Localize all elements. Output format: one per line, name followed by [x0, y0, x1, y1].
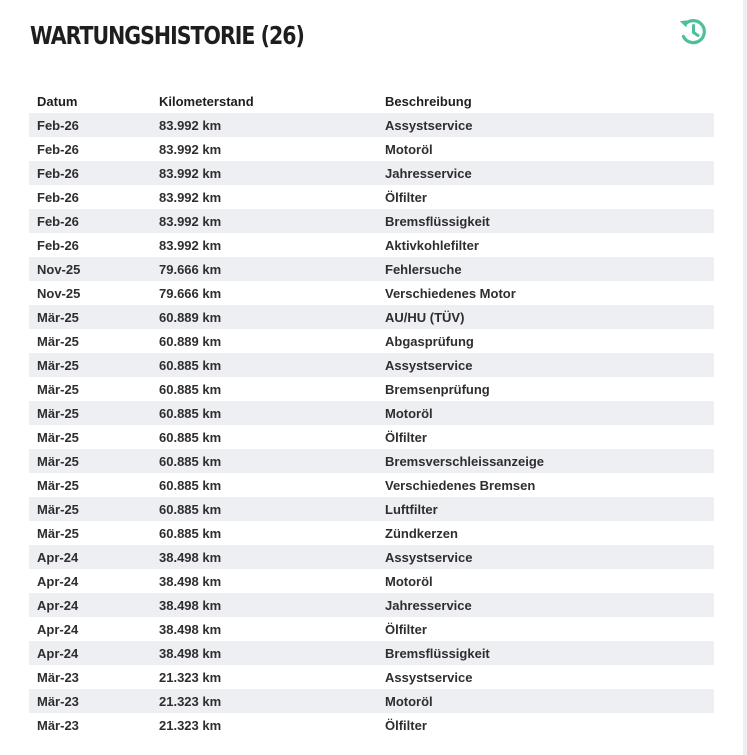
table-row [29, 209, 714, 233]
table-row [29, 569, 714, 593]
cell-description: Assystservice [377, 545, 714, 569]
cell-mileage: 79.666 km [151, 257, 377, 281]
cell-description: Aktivkohlefilter [377, 233, 714, 257]
cell-date: Apr-24 [29, 593, 151, 617]
maintenance-history-table [29, 89, 714, 737]
table-body [29, 113, 714, 737]
cell-date: Mär-25 [29, 449, 151, 473]
table-row [29, 233, 714, 257]
scrollbar-edge [743, 0, 747, 755]
cell-date: Mär-25 [29, 425, 151, 449]
cell-date: Mär-25 [29, 473, 151, 497]
cell-mileage: 83.992 km [151, 233, 377, 257]
cell-mileage: 60.885 km [151, 353, 377, 377]
cell-mileage: 38.498 km [151, 569, 377, 593]
cell-mileage: 60.885 km [151, 497, 377, 521]
cell-mileage: 38.498 km [151, 545, 377, 569]
cell-mileage: 60.885 km [151, 521, 377, 545]
cell-description: Verschiedenes Motor [377, 281, 714, 305]
table-row [29, 353, 714, 377]
cell-mileage: 60.889 km [151, 329, 377, 353]
cell-mileage: 79.666 km [151, 281, 377, 305]
cell-description: Assystservice [377, 113, 714, 137]
cell-date: Feb-26 [29, 137, 151, 161]
cell-description: Assystservice [377, 353, 714, 377]
table-row [29, 257, 714, 281]
cell-date: Mär-25 [29, 353, 151, 377]
cell-mileage: 60.885 km [151, 401, 377, 425]
cell-mileage: 60.889 km [151, 305, 377, 329]
cell-date: Feb-26 [29, 113, 151, 137]
cell-mileage: 60.885 km [151, 449, 377, 473]
table-row [29, 641, 714, 665]
table-header-row [29, 89, 714, 113]
table-row [29, 185, 714, 209]
cell-mileage: 83.992 km [151, 161, 377, 185]
cell-date: Mär-25 [29, 497, 151, 521]
table-row [29, 305, 714, 329]
table-row [29, 665, 714, 689]
table-row [29, 401, 714, 425]
cell-date: Apr-24 [29, 569, 151, 593]
cell-mileage: 83.992 km [151, 137, 377, 161]
table-row [29, 113, 714, 137]
table-row [29, 329, 714, 353]
column-header-kilometerstand: Kilometerstand [159, 93, 254, 109]
cell-date: Apr-24 [29, 545, 151, 569]
cell-description: Ölfilter [377, 617, 714, 641]
cell-description: Bremsenprüfung [377, 377, 714, 401]
cell-description: Assystservice [377, 665, 714, 689]
table-row [29, 689, 714, 713]
table-row [29, 281, 714, 305]
page-title: WARTUNGSHISTORIE (26) [30, 21, 304, 50]
cell-mileage: 38.498 km [151, 641, 377, 665]
table-row [29, 593, 714, 617]
cell-mileage: 83.992 km [151, 185, 377, 209]
cell-date: Mär-25 [29, 401, 151, 425]
cell-mileage: 38.498 km [151, 617, 377, 641]
table-row [29, 161, 714, 185]
history-icon[interactable] [676, 14, 710, 48]
cell-mileage: 83.992 km [151, 209, 377, 233]
table-row [29, 377, 714, 401]
table-row [29, 617, 714, 641]
cell-mileage: 60.885 km [151, 425, 377, 449]
cell-description: Ölfilter [377, 185, 714, 209]
cell-description: Motoröl [377, 689, 714, 713]
table-row [29, 473, 714, 497]
column-header-datum: Datum [37, 93, 78, 109]
table-row [29, 713, 714, 737]
table-row [29, 545, 714, 569]
cell-date: Mär-25 [29, 305, 151, 329]
cell-description: Motoröl [377, 137, 714, 161]
table-row [29, 137, 714, 161]
table-row [29, 425, 714, 449]
column-header-beschreibung: Beschreibung [385, 93, 472, 109]
cell-description: Bremsflüssigkeit [377, 641, 714, 665]
cell-date: Feb-26 [29, 185, 151, 209]
table-row [29, 497, 714, 521]
cell-description: Abgasprüfung [377, 329, 714, 353]
table-row [29, 521, 714, 545]
cell-date: Mär-25 [29, 377, 151, 401]
cell-mileage: 60.885 km [151, 473, 377, 497]
cell-description: Jahresservice [377, 593, 714, 617]
cell-mileage: 38.498 km [151, 593, 377, 617]
cell-description: Ölfilter [377, 713, 714, 737]
cell-description: Fehlersuche [377, 257, 714, 281]
cell-mileage: 21.323 km [151, 665, 377, 689]
cell-date: Nov-25 [29, 281, 151, 305]
cell-date: Mär-25 [29, 521, 151, 545]
cell-date: Apr-24 [29, 617, 151, 641]
cell-description: Verschiedenes Bremsen [377, 473, 714, 497]
cell-description: Motoröl [377, 569, 714, 593]
cell-date: Mär-25 [29, 329, 151, 353]
cell-mileage: 60.885 km [151, 377, 377, 401]
cell-description: Bremsflüssigkeit [377, 209, 714, 233]
cell-description: Zündkerzen [377, 521, 714, 545]
cell-date: Feb-26 [29, 209, 151, 233]
cell-date: Nov-25 [29, 257, 151, 281]
cell-mileage: 21.323 km [151, 713, 377, 737]
cell-mileage: 21.323 km [151, 689, 377, 713]
cell-date: Apr-24 [29, 641, 151, 665]
cell-date: Mär-23 [29, 665, 151, 689]
cell-date: Mär-23 [29, 713, 151, 737]
cell-description: Bremsverschleissanzeige [377, 449, 714, 473]
section-header [30, 14, 715, 58]
cell-date: Feb-26 [29, 161, 151, 185]
cell-description: Ölfilter [377, 425, 714, 449]
cell-description: Luftfilter [377, 497, 714, 521]
cell-description: Motoröl [377, 401, 714, 425]
cell-mileage: 83.992 km [151, 113, 377, 137]
cell-date: Feb-26 [29, 233, 151, 257]
table-row [29, 449, 714, 473]
cell-date: Mär-23 [29, 689, 151, 713]
cell-description: Jahresservice [377, 161, 714, 185]
cell-description: AU/HU (TÜV) [377, 305, 714, 329]
